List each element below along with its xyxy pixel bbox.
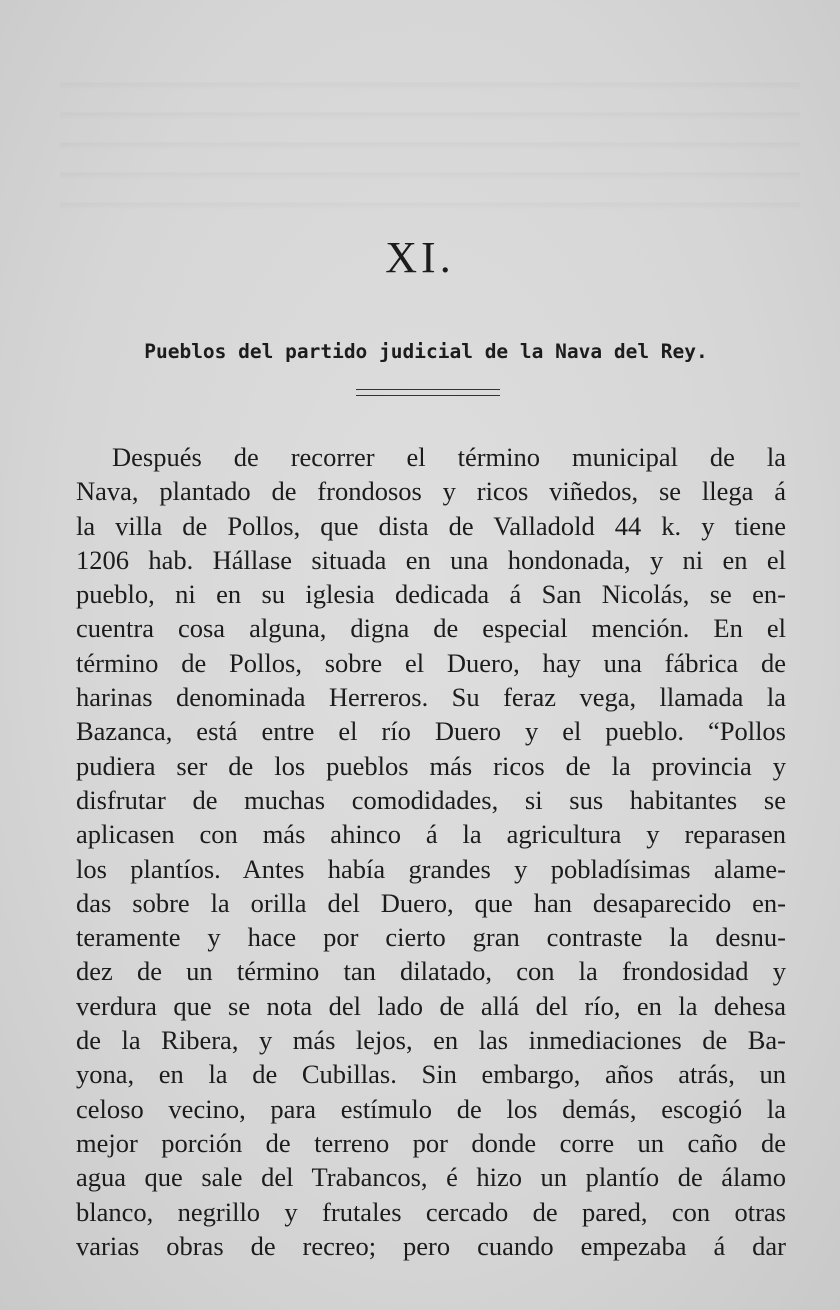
- text-line: Bazanca, está entre el río Duero y el pueblo. “Pollos: [76, 716, 786, 747]
- text-line: la villa de Pollos, que dista de Valladold 44 k. y tiene: [76, 510, 786, 541]
- text-line: harinas denominada Herreros. Su feraz vega, llamada la: [76, 682, 786, 713]
- text-line: blanco, negrillo y frutales cercado de pared, con otras: [76, 1196, 786, 1227]
- text-line: dez de un término tan dilatado, con la frondosidad y: [76, 956, 786, 987]
- text-line: celoso vecino, para estímulo de los demás, escogió la: [76, 1093, 786, 1124]
- text-line: das sobre la orilla del Duero, que han desaparecido en-: [76, 887, 786, 918]
- chapter-number: XI.: [385, 233, 455, 282]
- text-line: pueblo, ni en su iglesia dedicada á San Nicolás, se en-: [76, 579, 786, 610]
- text-line: disfrutar de muchas comodidades, si sus habitantes se: [76, 784, 786, 815]
- text-line: yona, en la de Cubillas. Sin embargo, años atrás, un: [76, 1059, 786, 1090]
- text-line: cuentra cosa alguna, digna de especial mención. En el: [76, 613, 786, 644]
- text-line: pudiera ser de los pueblos más ricos de la provincia y: [76, 750, 786, 781]
- text-line: los plantíos. Antes había grandes y pobladísimas alame-: [76, 853, 786, 884]
- text-line: Después de recorrer el término municipal de la: [112, 442, 786, 472]
- text-line: término de Pollos, sobre el Duero, hay una fábrica de: [76, 647, 786, 678]
- text-line: varias obras de recreo; pero cuando empezaba á dar: [76, 1230, 786, 1261]
- text-line: verdura que se nota del lado de allá del río, en la dehesa: [76, 990, 786, 1021]
- chapter-subtitle: Pueblos del partido judicial de la Nava del Rey.: [144, 340, 708, 363]
- text-line: 1206 hab. Hállase situada en una hondonada, y ni en el: [76, 544, 786, 575]
- double-rule-divider: [356, 389, 500, 396]
- text-line: de la Ribera, y más lejos, en las inmediaciones de Ba-: [76, 1025, 786, 1056]
- bleed-through-texture: [60, 60, 800, 220]
- text-line: mejor porción de terreno por donde corre un caño de: [76, 1127, 786, 1158]
- text-line: Nava, plantado de frondosos y ricos viñedos, se llega á: [76, 476, 786, 507]
- text-line: teramente y hace por cierto gran contraste la desnu-: [76, 922, 786, 953]
- body-text: [76, 440, 786, 1263]
- text-line: agua que sale del Trabancos, é hizo un plantío de álamo: [76, 1162, 786, 1193]
- text-line: aplicasen con más ahinco á la agricultura y reparasen: [76, 819, 786, 850]
